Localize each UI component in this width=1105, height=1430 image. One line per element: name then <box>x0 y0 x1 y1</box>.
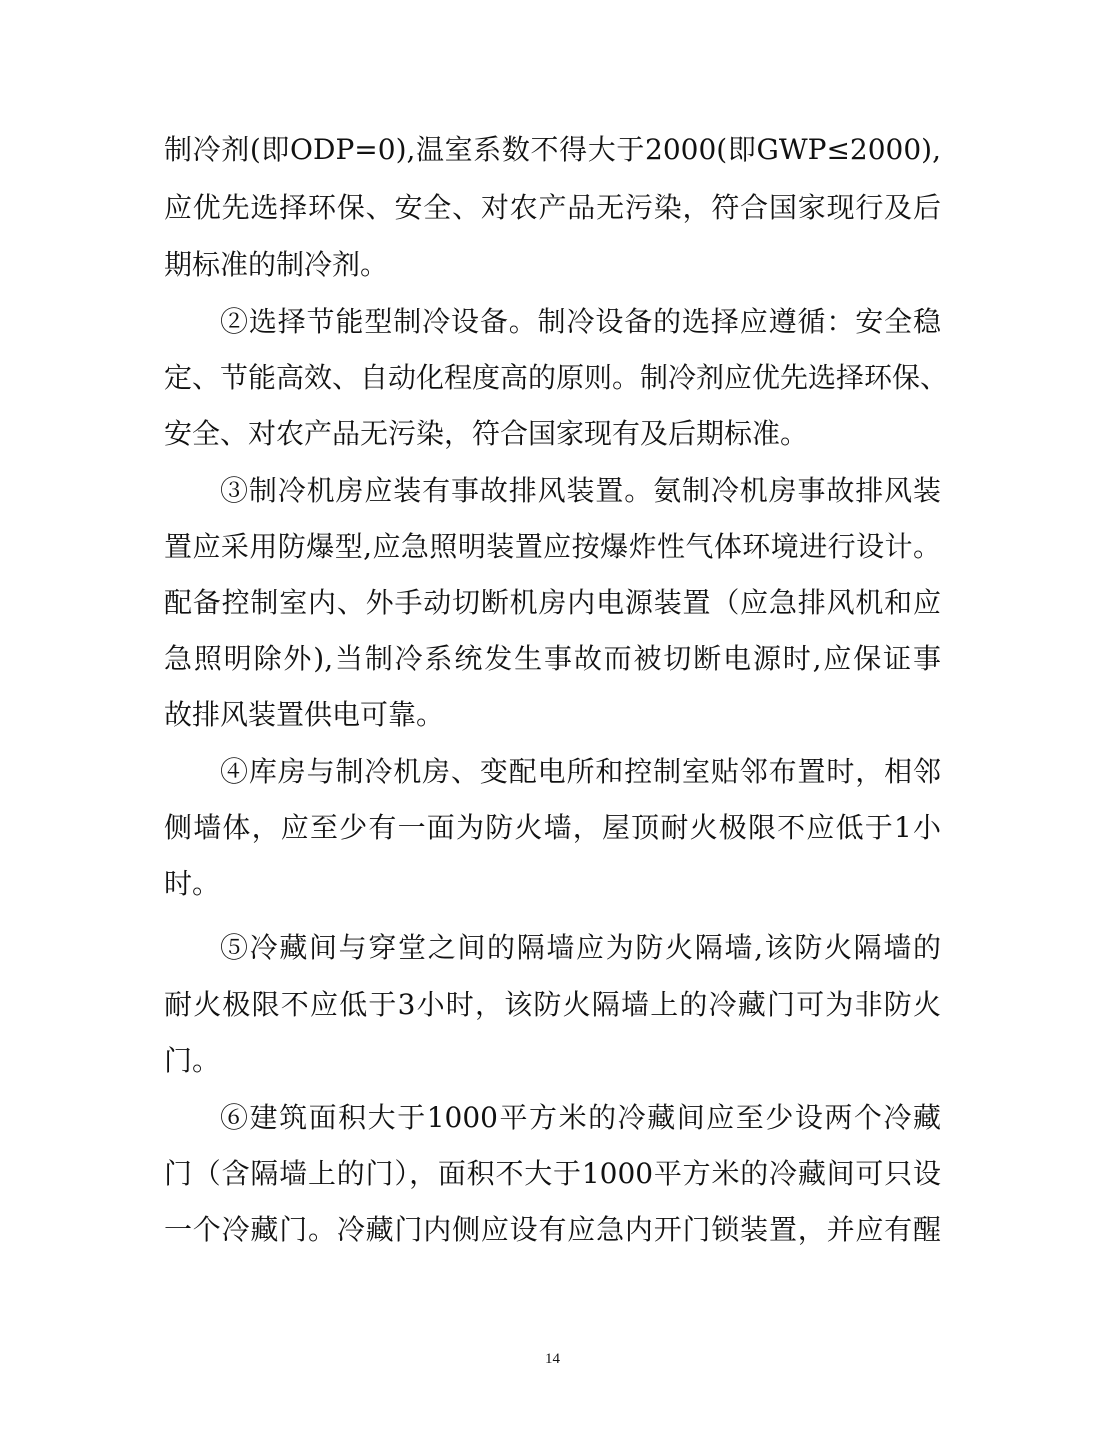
text-line: ⑤冷藏间与穿堂之间的隔墙应为防火隔墙,该防火隔墙的 <box>220 931 941 964</box>
text-line: 安全、对农产品无污染，符合国家现有及后期标准。 <box>164 417 809 450</box>
text-line: ④库房与制冷机房、变配电所和控制室贴邻布置时，相邻 <box>220 755 941 788</box>
text-line: 门。 <box>164 1044 221 1077</box>
text-line: 急照明除外),当制冷系统发生事故而被切断电源时,应保证事 <box>164 642 941 675</box>
text-line: 耐火极限不应低于3小时，该防火隔墙上的冷藏门可为非防火 <box>164 988 941 1021</box>
text-line: 置应采用防爆型,应急照明装置应按爆炸性气体环境进行设计。 <box>164 530 941 563</box>
text-line: 制冷剂(即ODP=0),温室系数不得大于2000(即GWP≤2000), <box>164 133 941 166</box>
text-line: 一个冷藏门。冷藏门内侧应设有应急内开门锁装置，并应有醒 <box>164 1213 941 1246</box>
text-line: ②选择节能型制冷设备。制冷设备的选择应遵循：安全稳 <box>220 305 941 338</box>
text-line: 配备控制室内、外手动切断机房内电源装置（应急排风机和应 <box>164 586 941 619</box>
text-line: 期标准的制冷剂。 <box>164 248 389 281</box>
text-line: 故排风装置供电可靠。 <box>164 698 445 731</box>
text-line: 侧墙体，应至少有一面为防火墙，屋顶耐火极限不应低于1小 <box>164 811 941 844</box>
page-number: 14 <box>545 1351 560 1367</box>
text-line: 应优先选择环保、安全、对农产品无污染，符合国家现行及后 <box>164 191 941 224</box>
text-line: 定、节能高效、自动化程度高的原则。制冷剂应优先选择环保、 <box>164 361 949 394</box>
text-line: ⑥建筑面积大于1000平方米的冷藏间应至少设两个冷藏 <box>220 1101 941 1134</box>
text-line: 时。 <box>164 867 221 900</box>
text-line: ③制冷机房应装有事故排风装置。氨制冷机房事故排风装 <box>220 474 941 507</box>
text-line: 门（含隔墙上的门），面积不大于1000平方米的冷藏间可只设 <box>164 1157 941 1190</box>
